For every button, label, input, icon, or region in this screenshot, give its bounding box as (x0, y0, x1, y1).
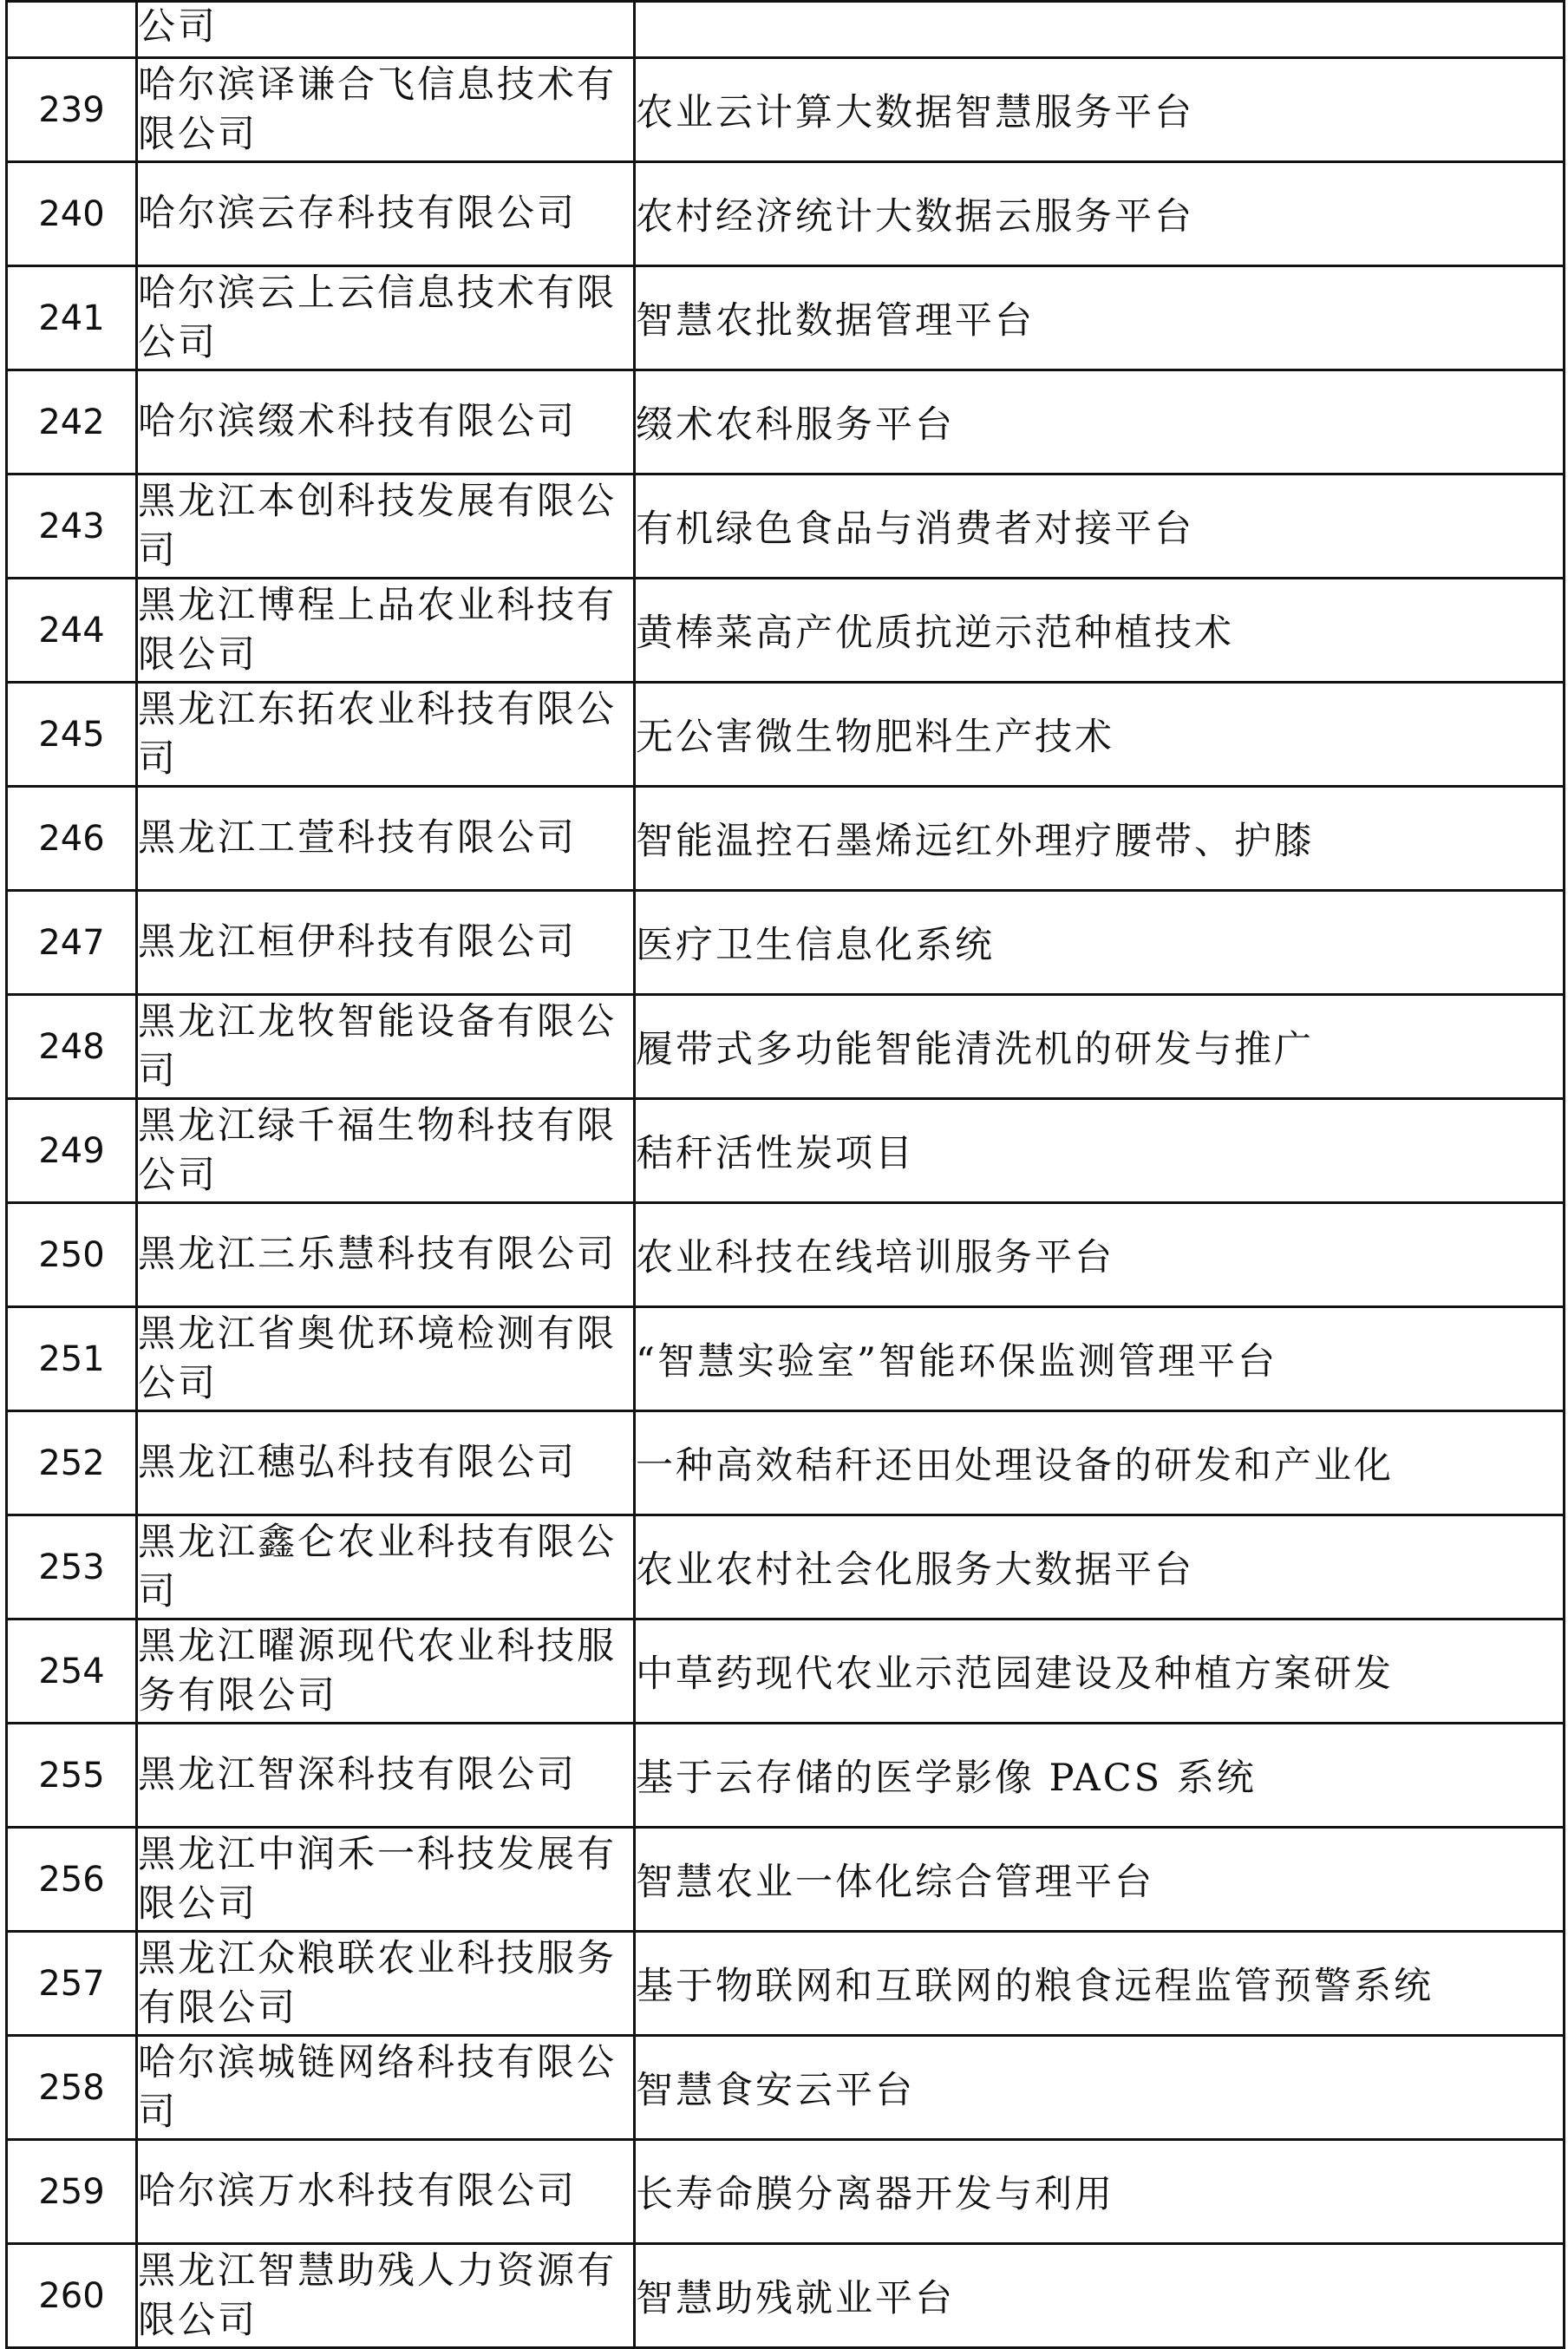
project-name: 智慧食安云平台 (635, 2036, 1565, 2140)
table-row (7, 1203, 1565, 1307)
project-name: 农业云计算大数据智慧服务平台 (635, 58, 1565, 162)
row-number: 251 (7, 1307, 137, 1411)
row-number: 248 (7, 995, 137, 1099)
project-name: 基于云存储的医学影像 PACS 系统 (635, 1724, 1565, 1828)
company-name: 黑龙江智慧助残人力资源有限公司 (137, 2244, 635, 2348)
table-row (7, 58, 1565, 162)
company-name: 黑龙江龙牧智能设备有限公司 (137, 995, 635, 1099)
project-name: 医疗卫生信息化系统 (635, 891, 1565, 995)
table-row (7, 474, 1565, 579)
row-number: 260 (7, 2244, 137, 2348)
row-number: 243 (7, 474, 137, 579)
project-name: 有机绿色食品与消费者对接平台 (635, 474, 1565, 579)
table-row (7, 1619, 1565, 1724)
row-number: 257 (7, 1932, 137, 2036)
project-name: 农业农村社会化服务大数据平台 (635, 1515, 1565, 1619)
row-number: 252 (7, 1411, 137, 1515)
row-number: 242 (7, 370, 137, 474)
project-name-cell (635, 2, 1565, 58)
company-name: 黑龙江桓伊科技有限公司 (137, 891, 635, 995)
row-number: 249 (7, 1099, 137, 1203)
table-row (7, 683, 1565, 787)
company-name: 黑龙江中润禾一科技发展有限公司 (137, 1828, 635, 1932)
project-name: 缀术农科服务平台 (635, 370, 1565, 474)
company-name: 黑龙江本创科技发展有限公司 (137, 474, 635, 579)
project-name: 黄棒菜高产优质抗逆示范种植技术 (635, 579, 1565, 683)
table-row (7, 579, 1565, 683)
company-name: 黑龙江众粮联农业科技服务有限公司 (137, 1932, 635, 2036)
project-name: 农村经济统计大数据云服务平台 (635, 162, 1565, 266)
table-row (7, 1724, 1565, 1828)
table-row (7, 1099, 1565, 1203)
project-name: 一种高效秸秆还田处理设备的研发和产业化 (635, 1411, 1565, 1515)
company-name: 哈尔滨缀术科技有限公司 (137, 370, 635, 474)
row-number: 245 (7, 683, 137, 787)
row-number: 258 (7, 2036, 137, 2140)
company-project-table (5, 0, 1565, 2349)
row-number: 240 (7, 162, 137, 266)
company-name: 哈尔滨云上云信息技术有限公司 (137, 266, 635, 370)
project-name: 无公害微生物肥料生产技术 (635, 683, 1565, 787)
table-row (7, 1515, 1565, 1619)
table-row (7, 162, 1565, 266)
row-number: 254 (7, 1619, 137, 1724)
project-name: 智慧农批数据管理平台 (635, 266, 1565, 370)
table-row (7, 1932, 1565, 2036)
company-name: 黑龙江绿千福生物科技有限公司 (137, 1099, 635, 1203)
project-name: 中草药现代农业示范园建设及种植方案研发 (635, 1619, 1565, 1724)
table-row (7, 2140, 1565, 2244)
table-row (7, 995, 1565, 1099)
project-name: 履带式多功能智能清洗机的研发与推广 (635, 995, 1565, 1099)
row-number: 253 (7, 1515, 137, 1619)
row-number: 241 (7, 266, 137, 370)
table-row (7, 891, 1565, 995)
project-name: 基于物联网和互联网的粮食远程监管预警系统 (635, 1932, 1565, 2036)
row-number-cell (7, 2, 137, 58)
project-name: 智慧农业一体化综合管理平台 (635, 1828, 1565, 1932)
table-row (7, 1411, 1565, 1515)
company-name: 黑龙江省奥优环境检测有限公司 (137, 1307, 635, 1411)
company-name-cell: 公司 (137, 2, 635, 58)
company-name: 黑龙江博程上品农业科技有限公司 (137, 579, 635, 683)
company-name: 哈尔滨万水科技有限公司 (137, 2140, 635, 2244)
company-name: 哈尔滨城链网络科技有限公司 (137, 2036, 635, 2140)
project-name: 智能温控石墨烯远红外理疗腰带、护膝 (635, 787, 1565, 891)
company-name: 黑龙江鑫仑农业科技有限公司 (137, 1515, 635, 1619)
row-number: 244 (7, 579, 137, 683)
table-row (7, 266, 1565, 370)
row-number: 259 (7, 2140, 137, 2244)
table-row (7, 370, 1565, 474)
table-row (7, 2036, 1565, 2140)
row-number: 250 (7, 1203, 137, 1307)
project-name: “智慧实验室”智能环保监测管理平台 (635, 1307, 1565, 1411)
table-row (7, 1828, 1565, 1932)
table-row-continued (7, 2, 1565, 58)
row-number: 255 (7, 1724, 137, 1828)
table-row (7, 787, 1565, 891)
table-row (7, 2244, 1565, 2348)
company-name: 黑龙江工萱科技有限公司 (137, 787, 635, 891)
company-name: 哈尔滨译谦合飞信息技术有限公司 (137, 58, 635, 162)
row-number: 256 (7, 1828, 137, 1932)
company-name: 黑龙江曜源现代农业科技服务有限公司 (137, 1619, 635, 1724)
row-number: 247 (7, 891, 137, 995)
project-name: 智慧助残就业平台 (635, 2244, 1565, 2348)
company-name: 哈尔滨云存科技有限公司 (137, 162, 635, 266)
table-row (7, 1307, 1565, 1411)
project-name: 秸秆活性炭项目 (635, 1099, 1565, 1203)
row-number: 246 (7, 787, 137, 891)
project-name: 农业科技在线培训服务平台 (635, 1203, 1565, 1307)
company-name: 黑龙江三乐慧科技有限公司 (137, 1203, 635, 1307)
row-number: 239 (7, 58, 137, 162)
table-body (7, 2, 1565, 2348)
company-name: 黑龙江东拓农业科技有限公司 (137, 683, 635, 787)
company-name: 黑龙江智深科技有限公司 (137, 1724, 635, 1828)
company-name: 黑龙江穗弘科技有限公司 (137, 1411, 635, 1515)
project-name: 长寿命膜分离器开发与利用 (635, 2140, 1565, 2244)
